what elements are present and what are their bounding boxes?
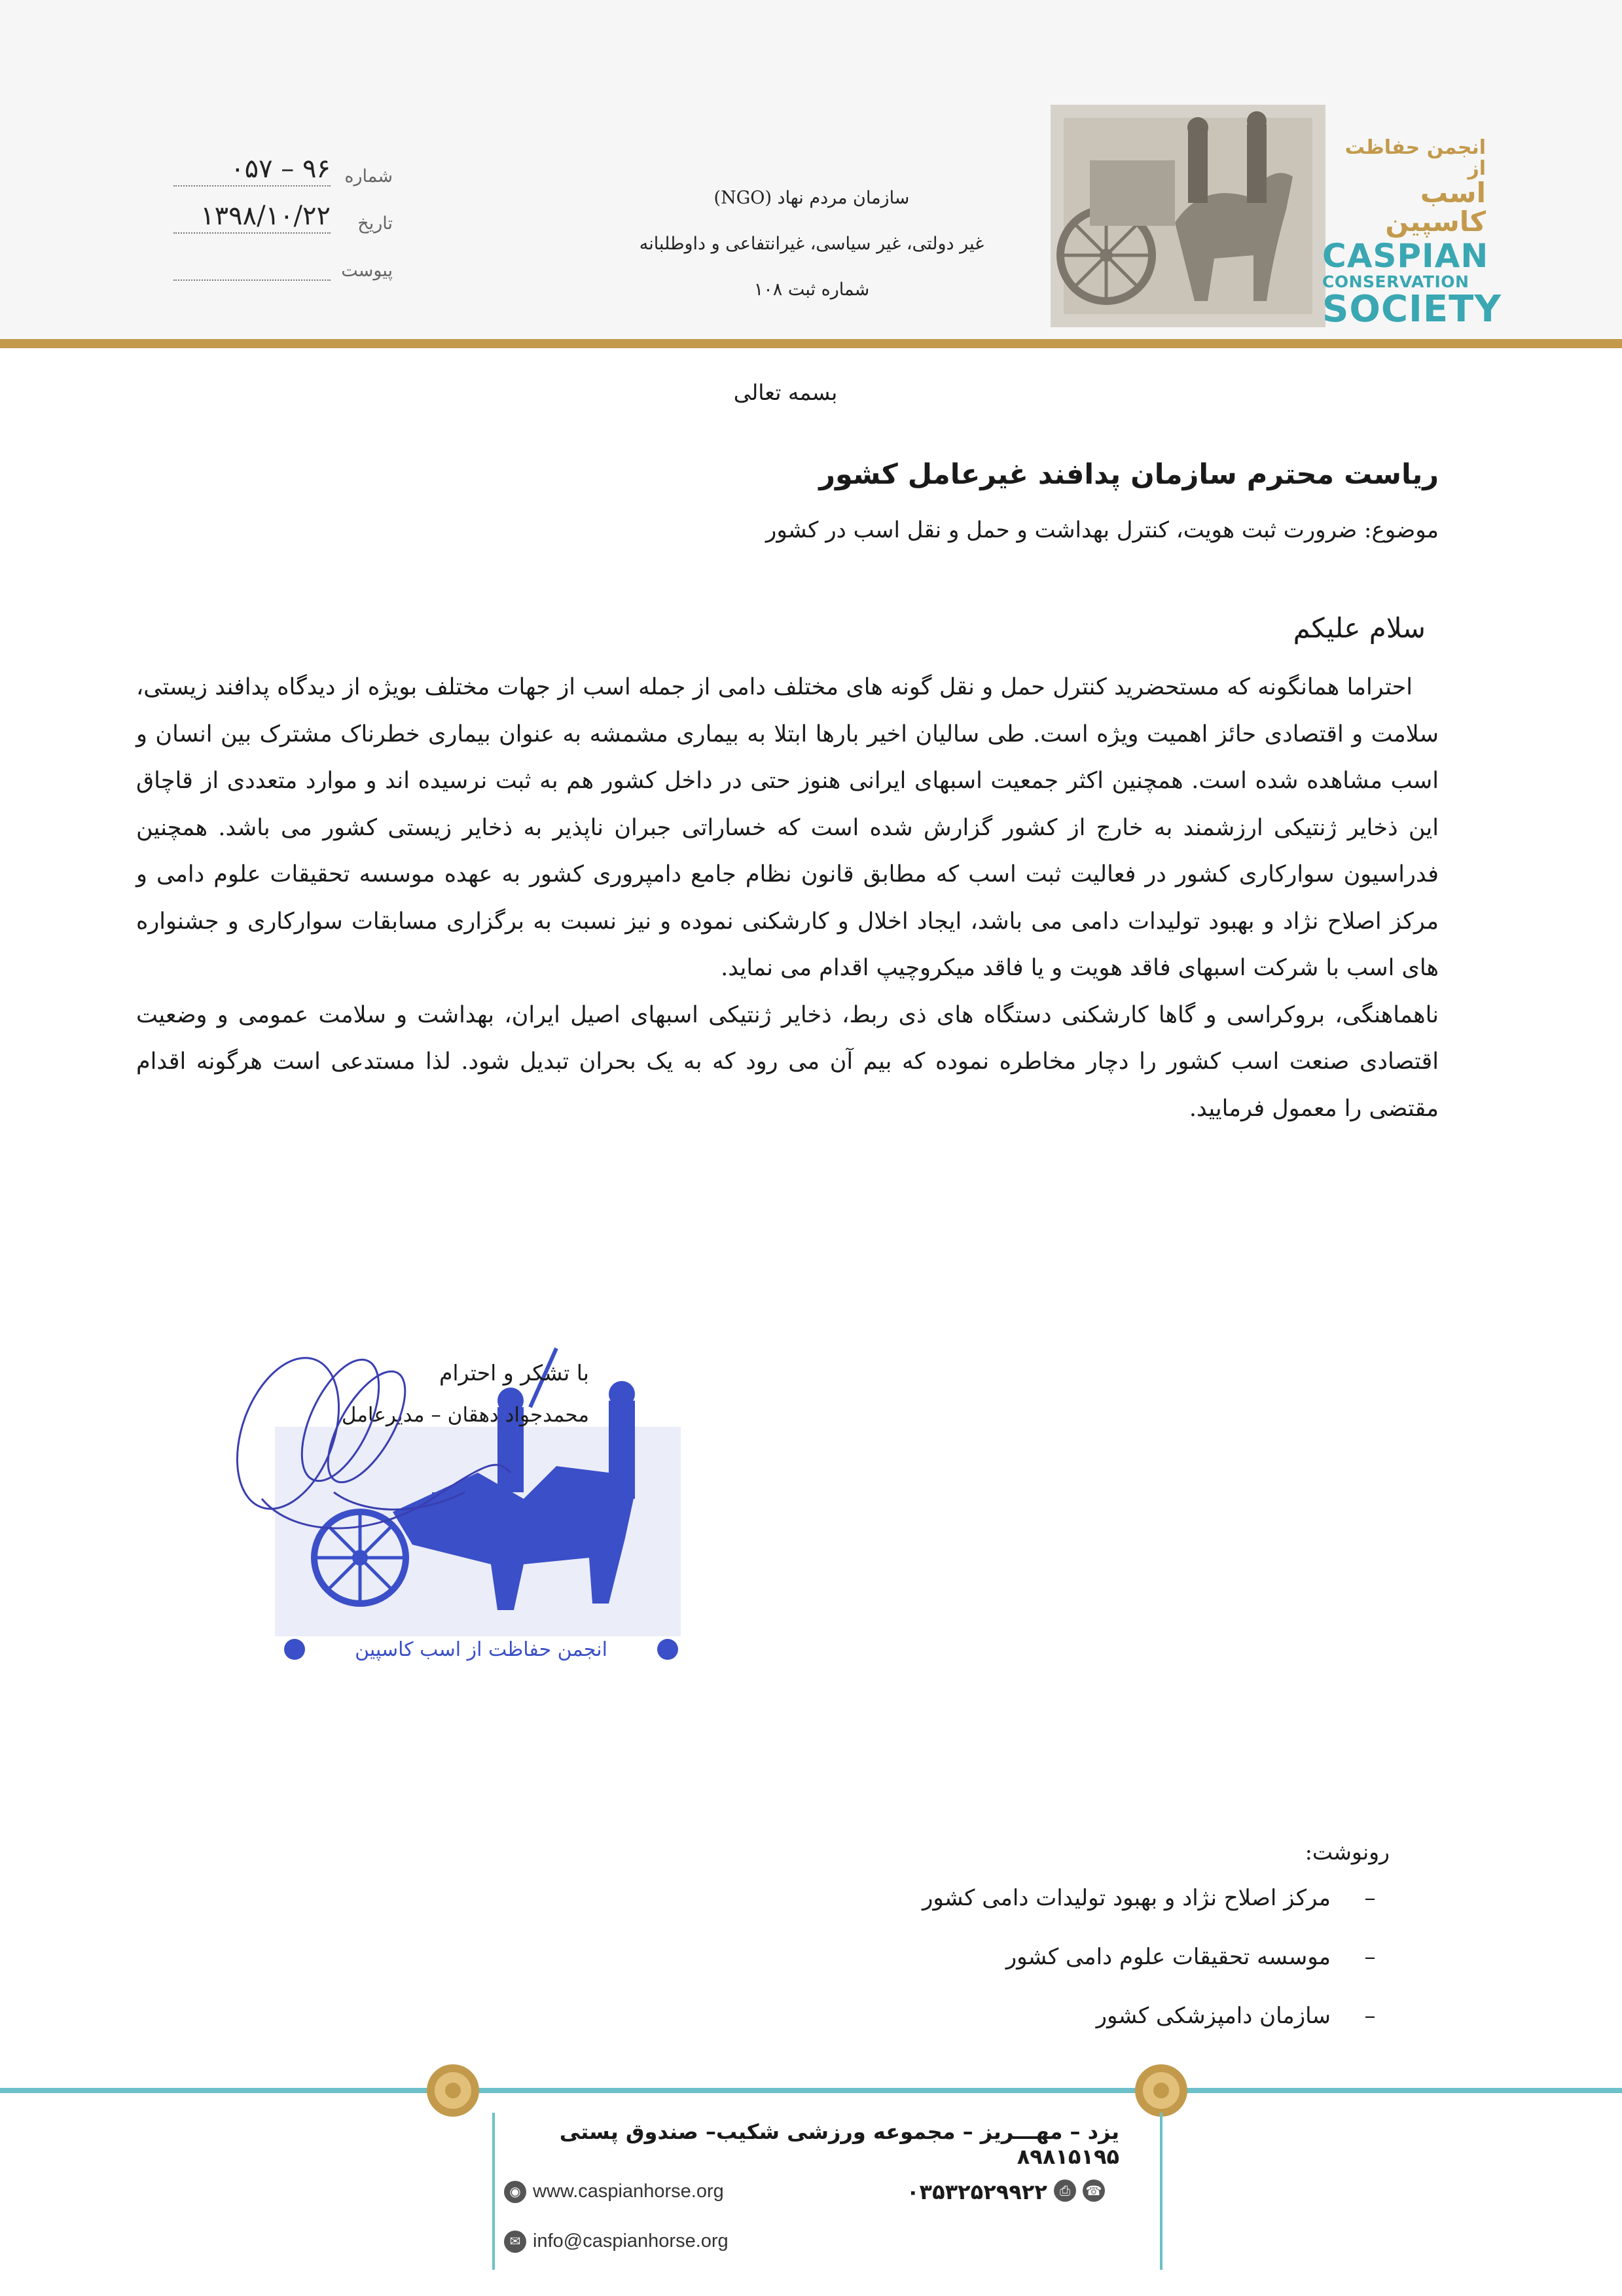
letter-body: [136, 664, 1439, 1132]
phone-icon: ☎: [1083, 2179, 1105, 2202]
basmala: بسمه تعالی: [733, 380, 838, 405]
cc-dash: –: [1364, 1885, 1376, 1911]
mail-icon: ✉: [504, 2231, 526, 2253]
cc-item: [467, 2003, 1383, 2062]
number-label: شماره: [344, 166, 393, 187]
handwritten-signature-icon: [216, 1342, 517, 1558]
letter-number: ۹۶ – ۰۵۷: [230, 154, 331, 184]
letter-meta: [170, 147, 393, 289]
date-row: [170, 194, 393, 242]
cc-dash: –: [1364, 1944, 1376, 1970]
org-registration: شماره ثبت ۱۰۸: [753, 279, 870, 300]
body-paragraph: ناهماهنگی، بروکراسی و گاها کارشکنی دستگاه های ذی ربط، ذخایر ژنتیکی اسبهای اصیل ایران، بهداشت و سلامت عمومی و وضعیت اقتصادی صنعت اسب کشور را دچار مخاطره نموده که بیم آن می رود که به یک بحران تبدیل شود. لذا مستدعی است هرگونه اقدام مقتضی را معمول فرمایید.: [136, 1001, 1439, 1122]
website-row: [504, 2181, 724, 2203]
cc-dash: –: [1364, 2003, 1376, 2029]
cc-item-text: سازمان دامپزشکی کشور: [1096, 2003, 1331, 2029]
attachment-label: پیوست: [341, 260, 393, 281]
cc-item: [467, 1885, 1383, 1944]
phone-number: ۰۳۵۳۲۵۲۹۹۲۲: [907, 2179, 1047, 2204]
email-link[interactable]: info@caspianhorse.org: [533, 2231, 729, 2251]
cc-item: [467, 1944, 1383, 2003]
letter-date: ۱۳۹۸/۱۰/۲۲: [200, 201, 331, 231]
cc-list: [467, 1885, 1383, 2062]
logo-english-line1: CASPIAN: [1322, 237, 1489, 276]
number-row: [170, 147, 393, 194]
signatory-name: محمدجواد دهقان – مدیرعامل: [341, 1403, 589, 1427]
organization-info: [576, 175, 1047, 313]
rosette-icon: [1134, 2063, 1189, 2118]
logo-persian-line2: اسب کاسپین: [1385, 177, 1486, 238]
logo-wordmark: [1322, 136, 1502, 331]
logo-english-line2: CONSERVATION: [1322, 272, 1469, 291]
cc-label: رونوشت:: [1305, 1839, 1390, 1865]
globe-icon: ◉: [504, 2181, 526, 2203]
date-label: تاریخ: [357, 213, 393, 234]
org-description: غیر دولتی، غیر سیاسی، غیرانتفاعی و داوطلبانه: [639, 234, 984, 254]
svg-text:انجمن حفاظت از اسب کاسپین: انجمن حفاظت از اسب کاسپین: [355, 1638, 607, 1661]
cc-item-text: موسسه تحقیقات علوم دامی کشور: [1005, 1944, 1331, 1970]
email-row: [504, 2231, 729, 2253]
society-logo: [1051, 105, 1502, 331]
subject: موضوع: ضرورت ثبت هویت، کنترل بهداشت و حمل و نقل اسب در کشور: [765, 517, 1439, 543]
logo-persian-line1: انجمن حفاظت از: [1344, 136, 1486, 180]
attachment-row: [170, 242, 393, 289]
org-type: سازمان مردم نهاد (NGO): [713, 188, 910, 208]
chariot-relief-logo-icon: [1051, 105, 1325, 327]
postal-address: یزد – مهـــریز – مجموعه ورزشی شکیب– صندوق پستی ۸۹۸۱۵۱۹۵: [559, 2119, 1119, 2169]
fax-icon: ⎙: [1054, 2179, 1076, 2202]
logo-english-line3: SOCIETY: [1322, 287, 1502, 331]
body-paragraph: احتراما همانگونه که مستحضرید کنترل حمل و نقل گونه های مختلف دامی از جمله اسب از جهات مختلف بویژه از دیدگاه پدافند زیستی، سلامت و اقتصادی حائز اهمیت ویژه است. طی سالیان اخیر بارها ابتلا به بیماری مشمشه به عنوان بیماری خطرناک مشترک بین انسان و اسب مشاهده شده است. همچنین اکثر جمعیت اسبهای ایرانی هنوز حتی در داخل کشور هم به ثبت نرسیده اند و موارد متعددی از قاچاق این ذخایر ژنتیکی ارزشمند به خارج از کشور گزارش شده است که خساراتی جبران ناپذیر به ذخایر زیستی کشور می باشد. همچنین فدراسیون سوارکاری کشور در فعالیت ثبت اسب که مطابق قانون نظام جامع دامپروری کشور به عهده موسسه تحقیقات علوم دامی و مرکز اصلاح نژاد و بهبود تولیدات دامی می باشد، ایجاد اخلال و کارشکنی نموده و نیز نسبت به برگزاری مسابقات سوارکاری و جشنواره های اسب با شرکت اسبهای فاقد هویت و یا فاقد میکروچیپ اقدام می نماید.: [136, 674, 1439, 981]
closing-salutation: با تشکر و احترام: [439, 1360, 589, 1386]
number-dots: [173, 185, 331, 187]
recipient: ریاست محترم سازمان پدافند غیرعامل کشور: [819, 458, 1439, 491]
attachment-dots: [173, 279, 331, 281]
greeting: سلام علیکم: [1293, 612, 1426, 644]
date-dots: [173, 232, 331, 234]
rosette-icon: [425, 2063, 480, 2118]
phone-icons: [1054, 2179, 1111, 2202]
website-link[interactable]: www.caspianhorse.org: [533, 2181, 724, 2202]
footer-divider: [0, 2088, 1622, 2093]
letterhead-divider: [0, 339, 1622, 348]
footer-right-bar: [1160, 2113, 1162, 2270]
cc-item-text: مرکز اصلاح نژاد و بهبود تولیدات دامی کشور: [922, 1885, 1331, 1911]
